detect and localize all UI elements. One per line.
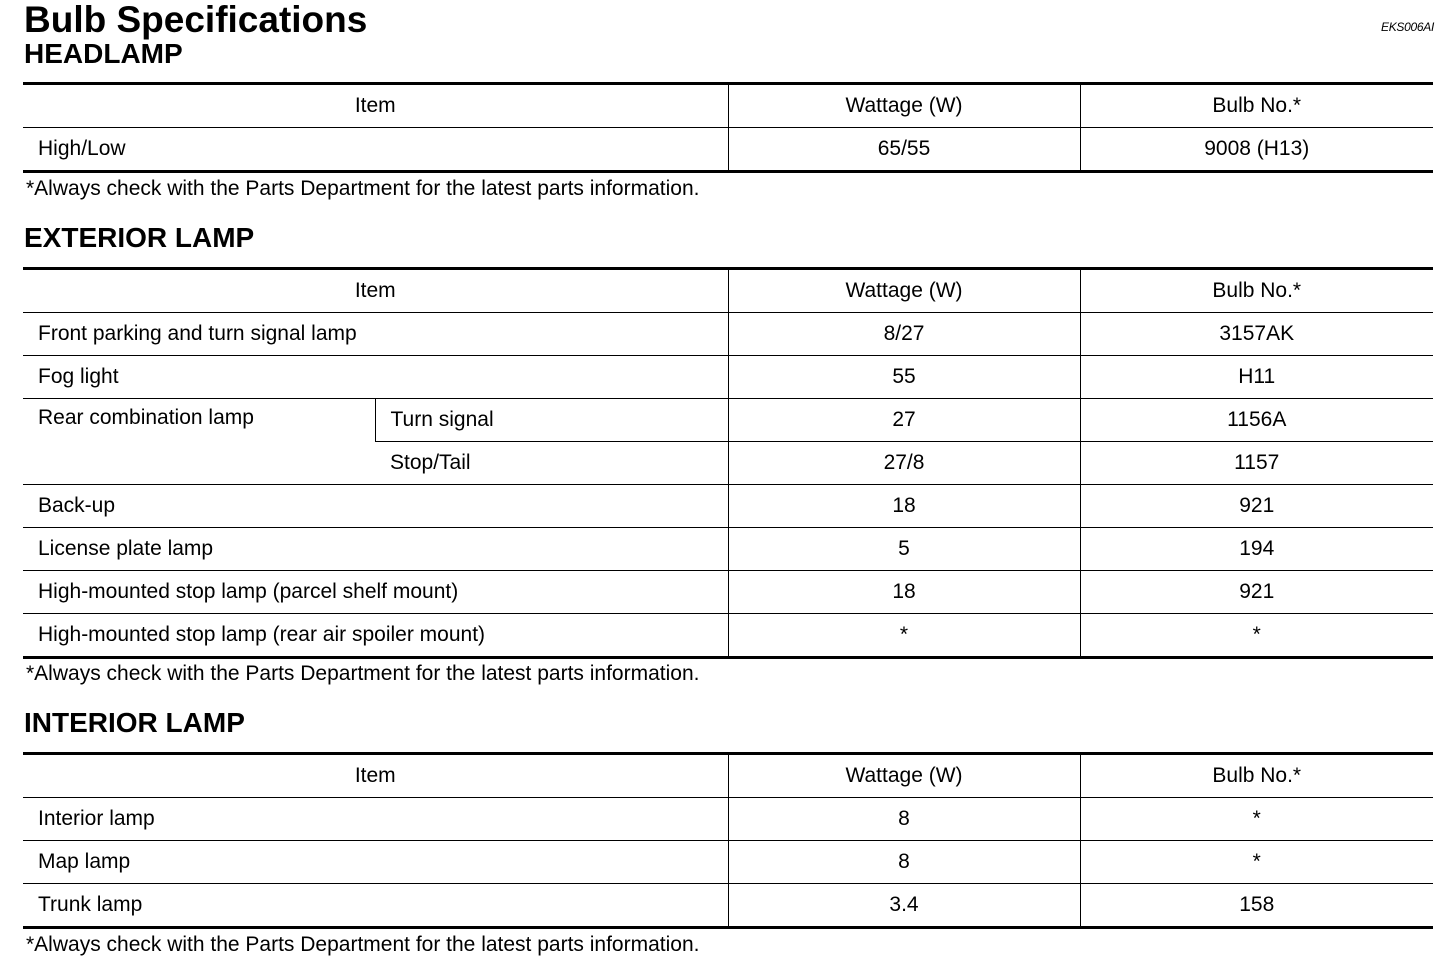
column-header-wattage: Wattage (W)	[728, 84, 1080, 128]
column-header-item: Item	[23, 269, 728, 313]
item-cell: High-mounted stop lamp (rear air spoiler mount)	[23, 614, 728, 658]
wattage-cell: *	[728, 614, 1080, 658]
table-row	[23, 128, 1433, 172]
bulb-cell: 921	[1080, 571, 1433, 614]
item-cell: Back-up	[23, 485, 728, 528]
table-row	[23, 485, 1433, 528]
item-cell: High/Low	[23, 128, 728, 172]
item-cell: Interior lamp	[23, 798, 728, 841]
interior-note: *Always check with the Parts Department for the latest parts information.	[26, 933, 700, 956]
exterior-table	[23, 267, 1433, 659]
item-cell: High-mounted stop lamp (parcel shelf mount)	[23, 571, 728, 614]
table-row	[23, 841, 1433, 884]
headlamp-heading: HEADLAMP	[24, 38, 183, 69]
headlamp-note: *Always check with the Parts Department for the latest parts information.	[26, 177, 700, 200]
table-row	[23, 798, 1433, 841]
item-cell: Fog light	[23, 356, 728, 399]
table-header-row	[23, 269, 1433, 313]
column-header-bulb: Bulb No.*	[1080, 269, 1433, 313]
wattage-cell: 5	[728, 528, 1080, 571]
bulb-cell: 9008 (H13)	[1080, 128, 1433, 172]
wattage-cell: 18	[728, 485, 1080, 528]
exterior-note: *Always check with the Parts Department for the latest parts information.	[26, 662, 700, 685]
bulb-cell: 158	[1080, 884, 1433, 928]
bulb-cell: *	[1080, 798, 1433, 841]
wattage-cell: 18	[728, 571, 1080, 614]
document-code: EKS006AI	[1381, 20, 1434, 34]
bulb-cell: 1157	[1080, 442, 1433, 485]
table-row	[23, 313, 1433, 356]
table-row	[23, 399, 1433, 442]
column-header-wattage: Wattage (W)	[728, 754, 1080, 798]
table-row	[23, 614, 1433, 658]
bulb-cell: 194	[1080, 528, 1433, 571]
bulb-cell: 921	[1080, 485, 1433, 528]
item-cell: Rear combination lamp	[23, 399, 375, 485]
wattage-cell: 3.4	[728, 884, 1080, 928]
exterior-heading: EXTERIOR LAMP	[24, 222, 255, 253]
wattage-cell: 27/8	[728, 442, 1080, 485]
table-header-row	[23, 84, 1433, 128]
page-title: Bulb Specifications	[24, 0, 368, 40]
bulb-cell: H11	[1080, 356, 1433, 399]
column-header-item: Item	[23, 754, 728, 798]
wattage-cell: 55	[728, 356, 1080, 399]
table-row	[23, 884, 1433, 928]
table-row	[23, 356, 1433, 399]
bulb-cell: 1156A	[1080, 399, 1433, 442]
table-header-row	[23, 754, 1433, 798]
column-header-item: Item	[23, 84, 728, 128]
item-cell: License plate lamp	[23, 528, 728, 571]
bulb-cell: *	[1080, 614, 1433, 658]
wattage-cell: 27	[728, 399, 1080, 442]
wattage-cell: 65/55	[728, 128, 1080, 172]
wattage-cell: 8/27	[728, 313, 1080, 356]
bulb-cell: 3157AK	[1080, 313, 1433, 356]
bulb-cell: *	[1080, 841, 1433, 884]
table-row	[23, 528, 1433, 571]
table-row	[23, 571, 1433, 614]
sub-item-cell: Turn signal	[375, 399, 728, 442]
wattage-cell: 8	[728, 798, 1080, 841]
column-header-bulb: Bulb No.*	[1080, 84, 1433, 128]
item-cell: Trunk lamp	[23, 884, 728, 928]
sub-item-cell: Stop/Tail	[375, 442, 728, 485]
item-cell: Map lamp	[23, 841, 728, 884]
headlamp-table	[23, 82, 1433, 173]
column-header-wattage: Wattage (W)	[728, 269, 1080, 313]
column-header-bulb: Bulb No.*	[1080, 754, 1433, 798]
interior-table	[23, 752, 1433, 929]
item-cell: Front parking and turn signal lamp	[23, 313, 728, 356]
wattage-cell: 8	[728, 841, 1080, 884]
interior-heading: INTERIOR LAMP	[24, 707, 245, 738]
